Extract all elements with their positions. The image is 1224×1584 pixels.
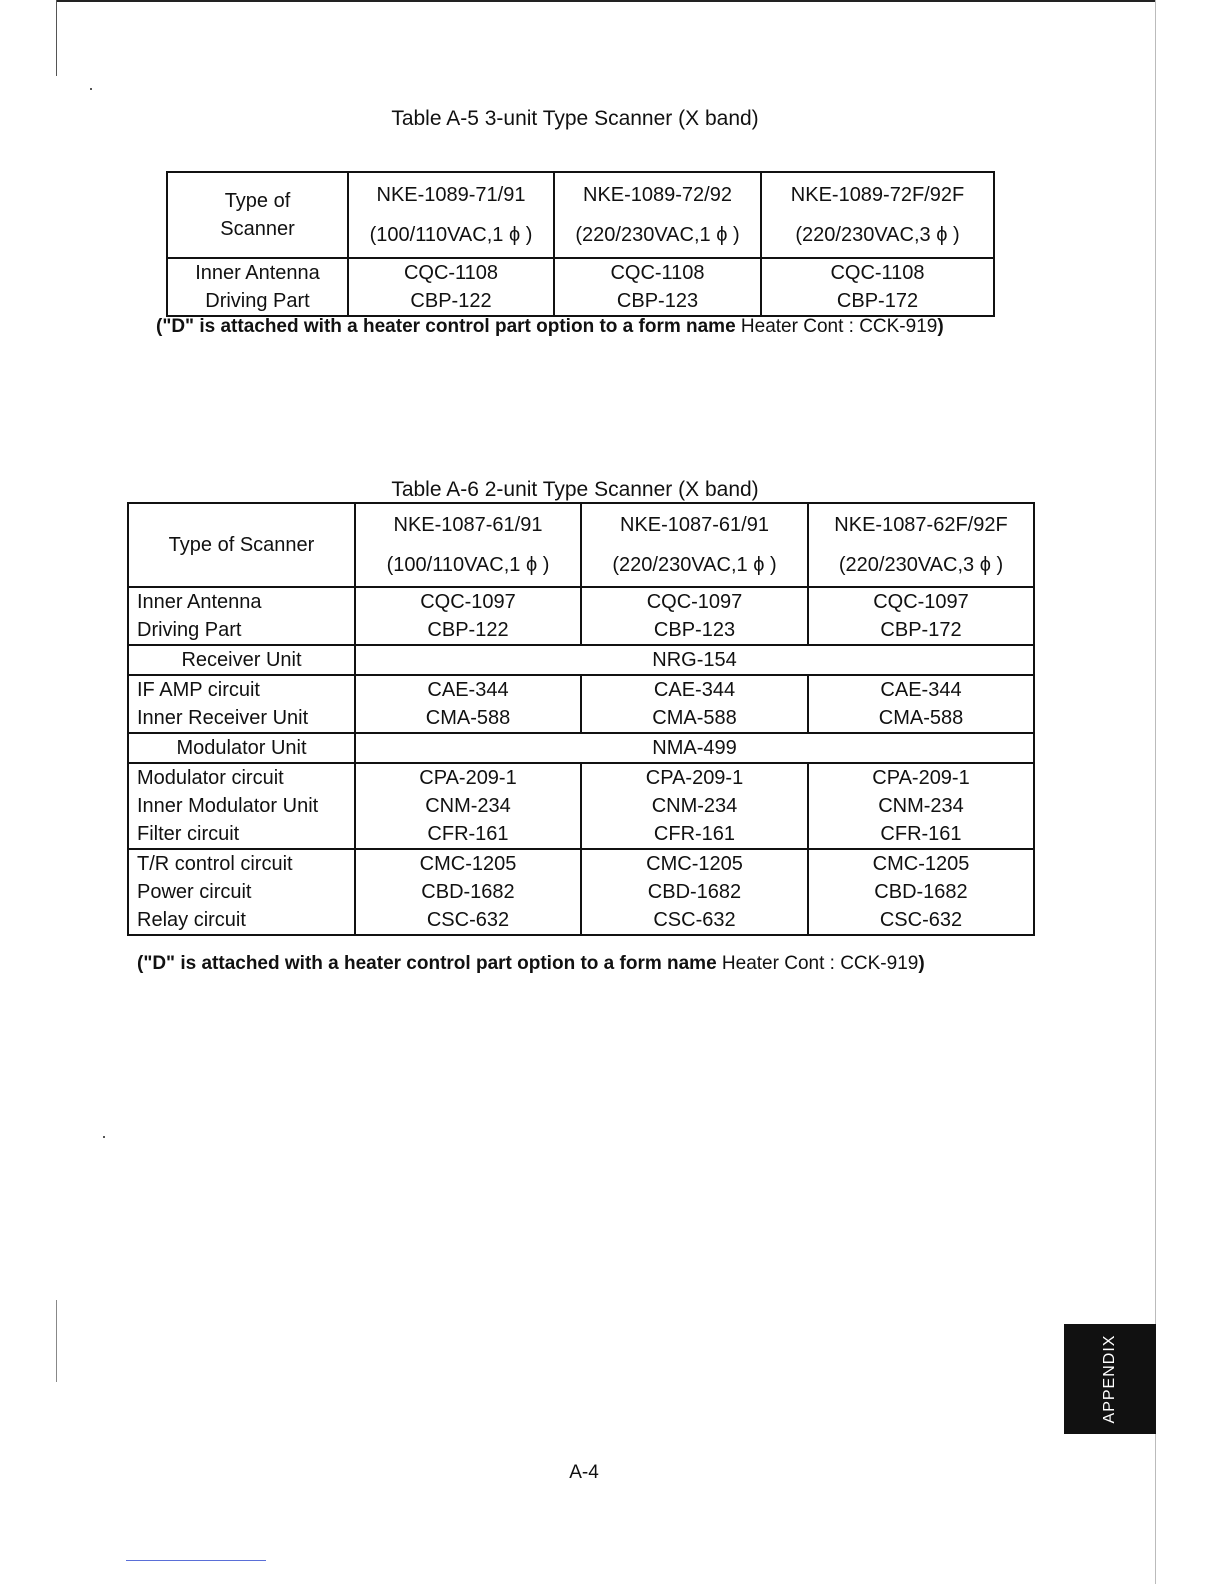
page-top-rule <box>56 0 1156 2</box>
row-label: Inner Antenna Driving Part <box>128 587 355 645</box>
type-of-scanner-label: Type of Scanner <box>167 172 348 258</box>
table-a6-header-row <box>128 503 1034 587</box>
part-cell: CQC-1108 CBP-123 <box>554 258 761 316</box>
row-label: Modulator circuit Inner Modulator Unit Filter circuit <box>128 763 355 849</box>
appendix-tab-label: APPENDIX <box>1101 1334 1118 1424</box>
model-name: NKE-1089-72/92 <box>583 184 732 206</box>
table-row-span <box>128 645 1034 675</box>
page-left-rule-top <box>56 0 57 76</box>
table-row <box>128 763 1034 849</box>
part-cell: CMC-1205 CBD-1682 CSC-632 <box>581 849 808 935</box>
appendix-tab <box>1064 1324 1156 1434</box>
model-header <box>581 503 808 587</box>
part-cell: CQC-1097 CBP-122 <box>355 587 581 645</box>
model-name: NKE-1087-61/91 <box>393 514 543 536</box>
table-a5-note: ("D" is attached with a heater control part option to a form name Heater Cont : CCK-919) <box>156 316 944 337</box>
unit-value: NRG-154 <box>355 645 1034 675</box>
part-cell: CQC-1108 CBP-172 <box>761 258 994 316</box>
row-label: T/R control circuit Power circuit Relay circuit <box>128 849 355 935</box>
scan-speck <box>90 88 92 90</box>
model-name: NKE-1089-72F/92F <box>790 184 965 206</box>
part-cell: CQC-1097 CBP-123 <box>581 587 808 645</box>
table-row-span <box>128 733 1034 763</box>
model-name: NKE-1087-62F/92F <box>834 514 1008 536</box>
model-power: (220/230VAC,3 ϕ ) <box>838 554 1004 576</box>
unit-value: NMA-499 <box>355 733 1034 763</box>
model-power: (100/110VAC,1 ϕ ) <box>386 554 550 576</box>
model-header <box>761 172 994 258</box>
part-cell: CQC-1108 CBP-122 <box>348 258 554 316</box>
scan-speck <box>103 1136 105 1138</box>
part-cell: CPA-209-1 CNM-234 CFR-161 <box>808 763 1034 849</box>
row-label: Inner Antenna Driving Part <box>167 258 348 316</box>
table-row <box>167 258 994 316</box>
unit-label: Receiver Unit <box>128 645 355 675</box>
model-name: NKE-1089-71/91 <box>376 184 526 206</box>
model-header <box>348 172 554 258</box>
type-of-scanner-label: Type of Scanner <box>128 503 355 587</box>
page-number: A-4 <box>569 1462 599 1483</box>
model-header <box>355 503 581 587</box>
part-cell: CMC-1205 CBD-1682 CSC-632 <box>808 849 1034 935</box>
part-cell: CQC-1097 CBP-172 <box>808 587 1034 645</box>
table-a5-caption: Table A-5 3-unit Type Scanner (X band) <box>391 107 759 130</box>
model-power: (220/230VAC,1 ϕ ) <box>612 554 777 576</box>
table-row <box>128 849 1034 935</box>
table-a6-caption: Table A-6 2-unit Type Scanner (X band) <box>391 478 759 501</box>
part-cell: CAE-344 CMA-588 <box>581 675 808 733</box>
model-header <box>554 172 761 258</box>
model-name: NKE-1087-61/91 <box>620 514 769 536</box>
table-row <box>128 675 1034 733</box>
model-power: (100/110VAC,1 ϕ ) <box>369 224 533 246</box>
table-a5 <box>166 171 995 317</box>
row-label: IF AMP circuit Inner Receiver Unit <box>128 675 355 733</box>
model-power: (220/230VAC,1 ϕ ) <box>575 224 740 246</box>
unit-label: Modulator Unit <box>128 733 355 763</box>
model-power: (220/230VAC,3 ϕ ) <box>795 224 960 246</box>
part-cell: CAE-344 CMA-588 <box>355 675 581 733</box>
part-cell: CPA-209-1 CNM-234 CFR-161 <box>581 763 808 849</box>
footer-link-line <box>126 1560 266 1561</box>
model-header <box>808 503 1034 587</box>
table-row <box>128 587 1034 645</box>
page-left-rule-mid <box>56 1300 57 1382</box>
table-a6 <box>127 502 1035 936</box>
table-a5-header-row <box>167 172 994 258</box>
part-cell: CAE-344 CMA-588 <box>808 675 1034 733</box>
table-a6-note: ("D" is attached with a heater control part option to a form name Heater Cont : CCK-919) <box>137 953 925 974</box>
part-cell: CMC-1205 CBD-1682 CSC-632 <box>355 849 581 935</box>
part-cell: CPA-209-1 CNM-234 CFR-161 <box>355 763 581 849</box>
